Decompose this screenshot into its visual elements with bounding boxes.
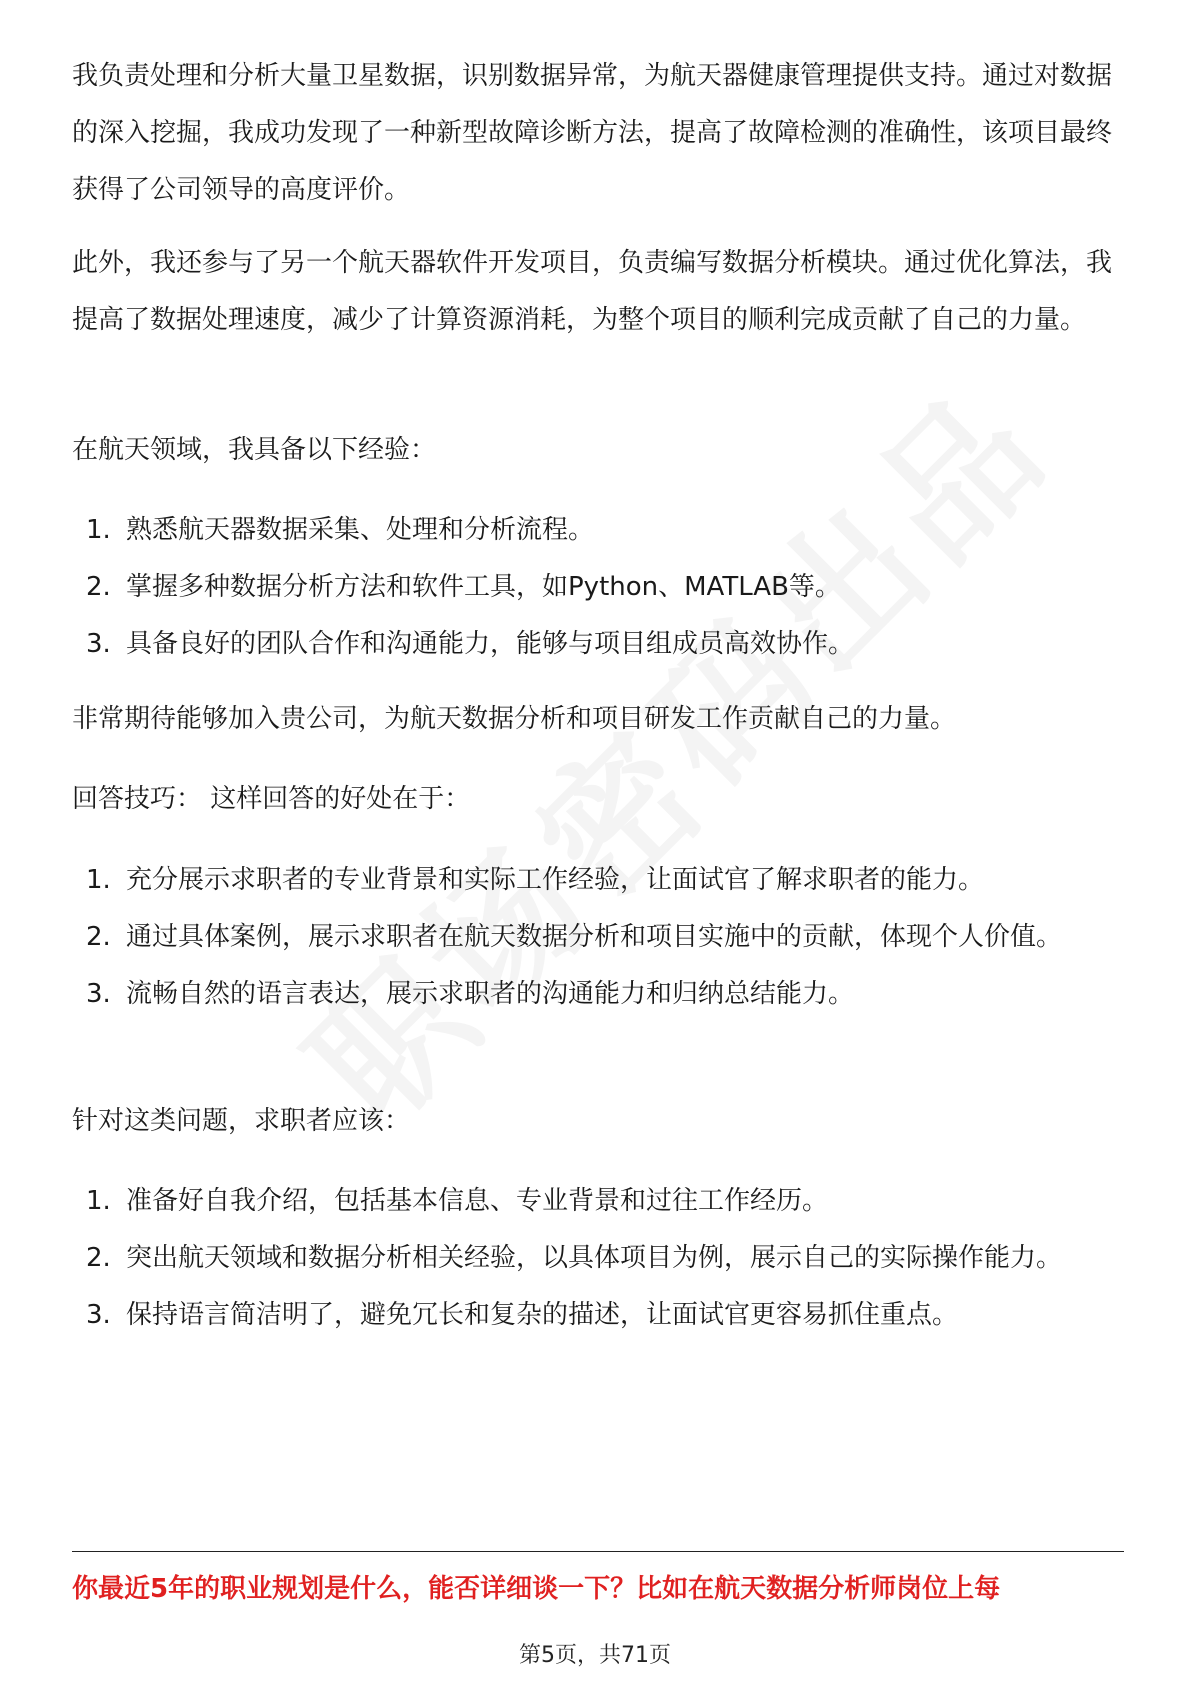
list-item: 3. 流畅自然的语言表达，展示求职者的沟通能力和归纳总结能力。 <box>86 979 855 1009</box>
paragraph-tips-heading: 回答技巧： 这样回答的好处在于： <box>72 784 471 814</box>
paragraph-satellite-data: 我负责处理和分析大量卫星数据，识别数据异常，为航天器健康管理提供支持。通过对数据的深入挖掘，我成功发现了一种新型故障诊断方法，提高了故障检测的准确性，该项目最终获得了公司领导的高度评价。 <box>72 61 1113 205</box>
list-item: 2. 掌握多种数据分析方法和软件工具，如Python、MATLAB等。 <box>86 572 841 602</box>
list-item: 3. 具备良好的团队合作和沟通能力，能够与项目组成员高效协作。 <box>86 629 855 659</box>
divider <box>72 1551 1124 1552</box>
list-item: 1. 充分展示求职者的专业背景和实际工作经验，让面试官了解求职者的能力。 <box>86 865 985 895</box>
next-question-heading: 你最近5年的职业规划是什么，能否详细谈一下？比如在航天数据分析师岗位上每 <box>72 1574 1001 1604</box>
list-item: 1. 准备好自我介绍，包括基本信息、专业背景和过往工作经历。 <box>86 1186 829 1216</box>
list-item: 2. 突出航天领域和数据分析相关经验，以具体项目为例，展示自己的实际操作能力。 <box>86 1243 1063 1273</box>
paragraph-advice-heading: 针对这类问题，求职者应该： <box>72 1106 411 1136</box>
list-item: 2. 通过具体案例，展示求职者在航天数据分析和项目实施中的贡献，体现个人价值。 <box>86 922 1063 952</box>
experience-list <box>72 502 1122 673</box>
paragraph-closing: 非常期待能够加入贵公司，为航天数据分析和项目研发工作贡献自己的力量。 <box>72 704 957 734</box>
advice-list <box>72 1173 1122 1344</box>
paragraph-experience-intro: 在航天领域，我具备以下经验： <box>72 435 437 465</box>
tips-list <box>72 852 1122 1023</box>
list-item: 3. 保持语言简洁明了，避免冗长和复杂的描述，让面试官更容易抓住重点。 <box>86 1300 959 1330</box>
list-item: 1. 熟悉航天器数据采集、处理和分析流程。 <box>86 515 595 545</box>
page-number: 第5页，共71页 <box>519 1643 671 1668</box>
paragraph-software-project: 此外，我还参与了另一个航天器软件开发项目，负责编写数据分析模块。通过优化算法，我提高了数据处理速度，减少了计算资源消耗，为整个项目的顺利完成贡献了自己的力量。 <box>72 248 1113 335</box>
